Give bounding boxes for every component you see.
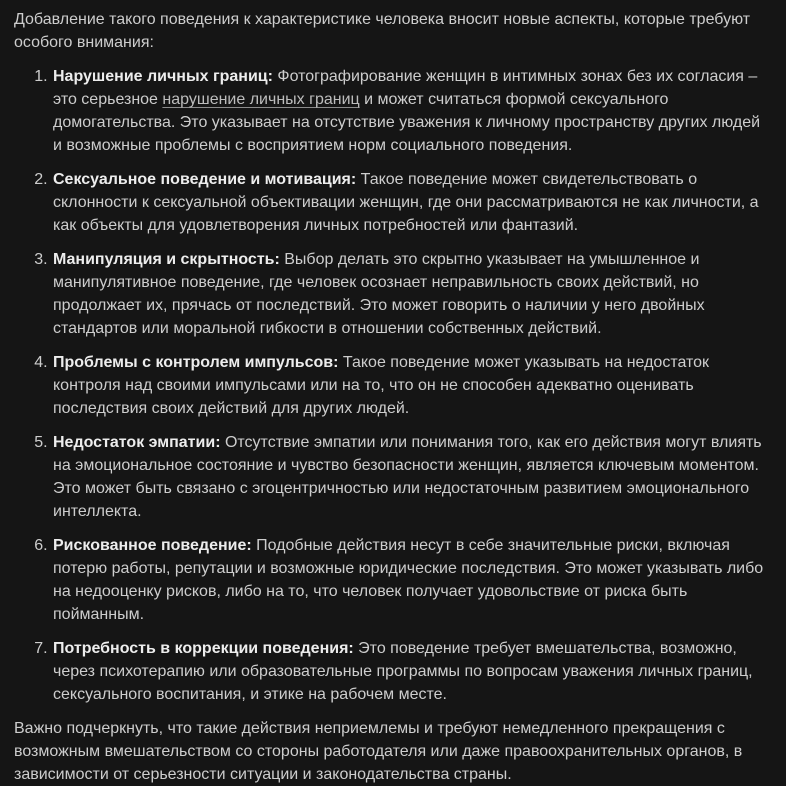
item-title: Сексуальное поведение и мотивация: <box>53 171 357 188</box>
item-text-pre: Это поведение требует вмешательства, возможно, через психотерапию или образовательные программы по вопросам уважения личных границ, сексуального воспитания, и этике на рабочем месте. <box>53 640 753 703</box>
intro-paragraph: Добавление такого поведения к характеристике человека вносит новые аспекты, которые требуют особого внимания: <box>14 11 751 51</box>
list-item <box>52 431 766 523</box>
item-text-pre: Фотографирование женщин в интимных зонах без их согласия – это серьезное <box>53 68 758 108</box>
item-title: Проблемы с контролем импульсов: <box>53 354 339 371</box>
item-title: Нарушение личных границ: <box>53 68 273 85</box>
item-text-post: и может считаться формой сексуального домогательства. Это указывает на отсутствие уважения к личному пространству других людей и возможные проблемы с восприятием норм социального поведения. <box>53 91 761 154</box>
item-text-pre: Подобные действия несут в себе значительные риски, включая потерю работы, репутации и возможные юридические последствия. Это может указывать либо на недооценку рисков, либо на то, что человек получает удовольствие от риска быть пойманным. <box>53 537 764 623</box>
chat-message <box>14 8 766 786</box>
item-text-pre: Такое поведение может указывать на недостаток контроля над своими импульсами или на то, что он не способен адекватно оценивать последствия своих действий для других людей. <box>53 354 710 417</box>
outro-paragraph: Важно подчеркнуть, что такие действия неприемлемы и требуют немедленного прекращения с возможным вмешательством со стороны работодателя или даже правоохранительных органов, в зависимости от серьезности ситуации и законодательства страны. <box>14 720 743 783</box>
list-item <box>52 168 766 237</box>
item-inline-link[interactable]: нарушение личных границ <box>162 91 360 108</box>
item-text-pre: Выбор делать это скрытно указывает на умышленное и манипулятивное поведение, где человек осознает неправильность своих действий, но продолжает их, прячась от последствий. Это может говорить о наличии у него двойных стандартов или моральной гибкости в отношении собственных действий. <box>53 251 705 337</box>
item-title: Потребность в коррекции поведения: <box>53 640 354 657</box>
numbered-list <box>14 65 766 706</box>
item-text-pre: Отсутствие эмпатии или понимания того, как его действия могут влиять на эмоциональное состояние и чувство безопасности женщин, является ключевым моментом. Это может быть связано с эгоцентричностью или недостаточным развитием эмоционального интеллекта. <box>53 434 762 520</box>
list-item <box>52 534 766 626</box>
list-item <box>52 351 766 420</box>
list-item <box>52 65 766 157</box>
item-text-pre: Такое поведение может свидетельствовать о склонности к сексуальной объективации женщин, где они рассматриваются не как личности, а как объекты для удовлетворения личных потребностей или фантазий. <box>53 171 759 234</box>
item-title: Недостаток эмпатии: <box>53 434 221 451</box>
list-item <box>52 637 766 706</box>
item-title: Рискованное поведение: <box>53 537 252 554</box>
item-title: Манипуляция и скрытность: <box>53 251 280 268</box>
list-item <box>52 248 766 340</box>
